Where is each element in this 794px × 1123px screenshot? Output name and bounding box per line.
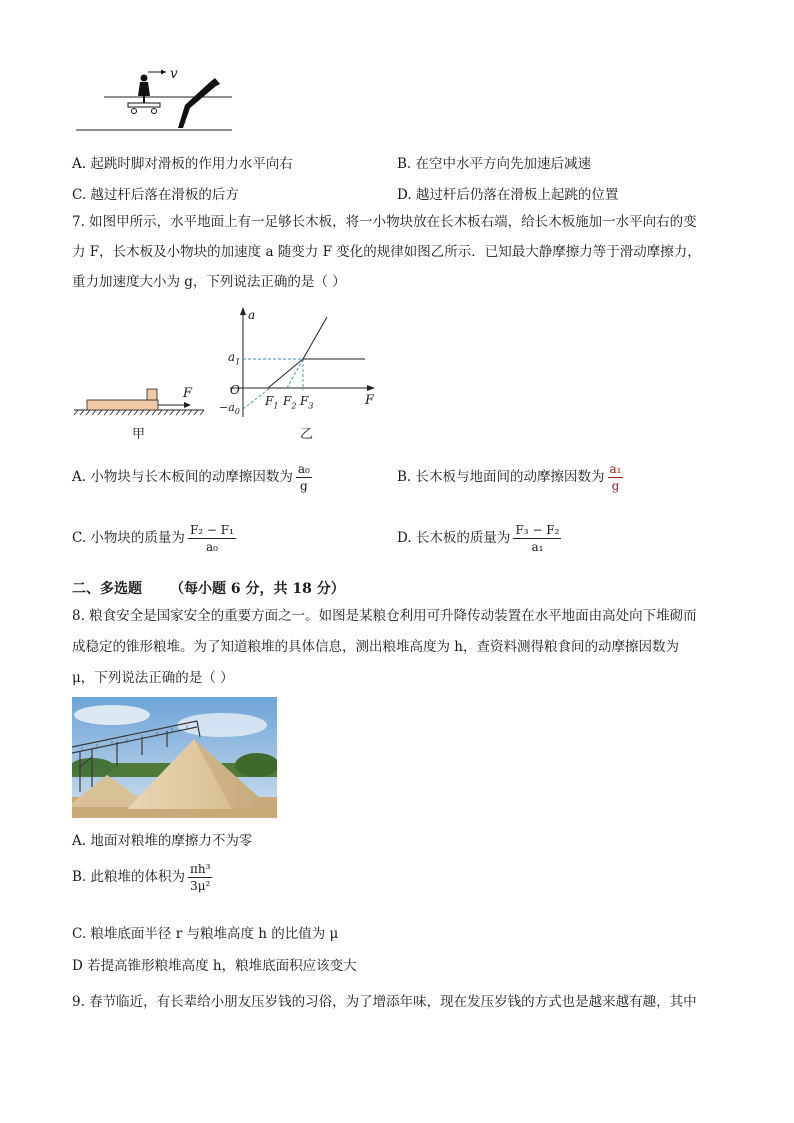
q8-option-a: A. 地面对粮堆的摩擦力不为零 — [72, 833, 253, 849]
q7-stem-line2: 力 F，长木板及小物块的加速度 a 随变力 F 变化的规律如图乙所示．已知最大静摩擦力等于滑动摩擦力， — [72, 244, 701, 260]
q6-option-c: C. 越过杆后落在滑板的后方 — [72, 187, 239, 203]
q8-stem-line1: 8. 粮食安全是国家安全的重要方面之一。如图是某粮仓利用可升降传动装置在水平地面由高处向下堆砌而 — [72, 608, 697, 624]
q7-option-d: D. 长木板的质量为 $\frac{\text{F₃ − F₂}}{\text{a₁}}$ — [397, 523, 560, 554]
grain-pile-photo — [72, 697, 277, 818]
section-title: 二、多选题 （每小题 6 分，共 18 分） — [72, 581, 345, 597]
q8-option-d: D 若提高锥形粮堆高度 h，粮堆底面积应该变大 — [72, 958, 357, 974]
q8-stem-line2: 成稳定的锥形粮堆。为了知道粮堆的具体信息，测出粮堆高度为 h，查资料测得粮食间的动摩擦因数为 — [72, 639, 679, 655]
skateboard-figure — [70, 60, 240, 135]
jia-force-label: F — [183, 386, 193, 401]
q7-option-c: C. 小物块的质量为 $\frac{\text{F₂ − F₁}}{\text{a₀}}$ — [72, 523, 234, 554]
q8-stem-line3: μ，下列说法正确的是（ ） — [72, 670, 234, 686]
q7-stem-line3: 重力加速度大小为 g，下列说法正确的是（ ） — [72, 274, 346, 290]
q7-stem-line1: 7. 如图甲所示，水平地面上有一足够长木板，将一小物块放在长木板右端，给长木板施加一水平向右的变 — [72, 214, 697, 230]
q8-option-b: B. 此粮堆的体积为 $\frac{\text{πh³}}{\text{3μ²}}$ — [72, 862, 211, 893]
velocity-label: v — [170, 66, 178, 82]
jia-caption: 甲 — [132, 427, 146, 442]
q6-option-d: D. 越过杆后仍落在滑板上起跳的位置 — [397, 187, 619, 203]
yi-f2-label: $F_2$ — [283, 394, 297, 411]
q9-stem-line1: 9. 春节临近，有长辈给小朋友压岁钱的习俗，为了增添年味，现在发压岁钱的方式也是越来越有趣，其中 — [72, 994, 697, 1010]
q6-option-a: A. 起跳时脚对滑板的作用力水平向右 — [72, 156, 293, 172]
q8-option-c: C. 粮堆底面半径 r 与粮堆高度 h 的比值为 μ — [72, 926, 339, 942]
yi-f1-label: $F_1$ — [265, 394, 279, 411]
yi-x-axis-label: F — [365, 393, 375, 408]
q6-option-b: B. 在空中水平方向先加速后减速 — [397, 156, 592, 172]
yi-y-axis-label: a — [248, 308, 256, 322]
yi-f3-label: $F_3$ — [300, 394, 314, 411]
yi-neg-a0-label: $-a_0$ — [219, 401, 240, 417]
yi-a1-label: $a_1$ — [228, 350, 241, 367]
q7-option-b: B. 长木板与地面间的动摩擦因数为 $\frac{\text{a₁}}{g}$ — [397, 462, 622, 493]
yi-origin-label: O — [230, 383, 240, 397]
yi-caption: 乙 — [300, 427, 314, 442]
q7-option-a: A. 小物块与长木板间的动摩擦因数为 $\frac{\text{a₀}}{g}$ — [72, 462, 310, 493]
